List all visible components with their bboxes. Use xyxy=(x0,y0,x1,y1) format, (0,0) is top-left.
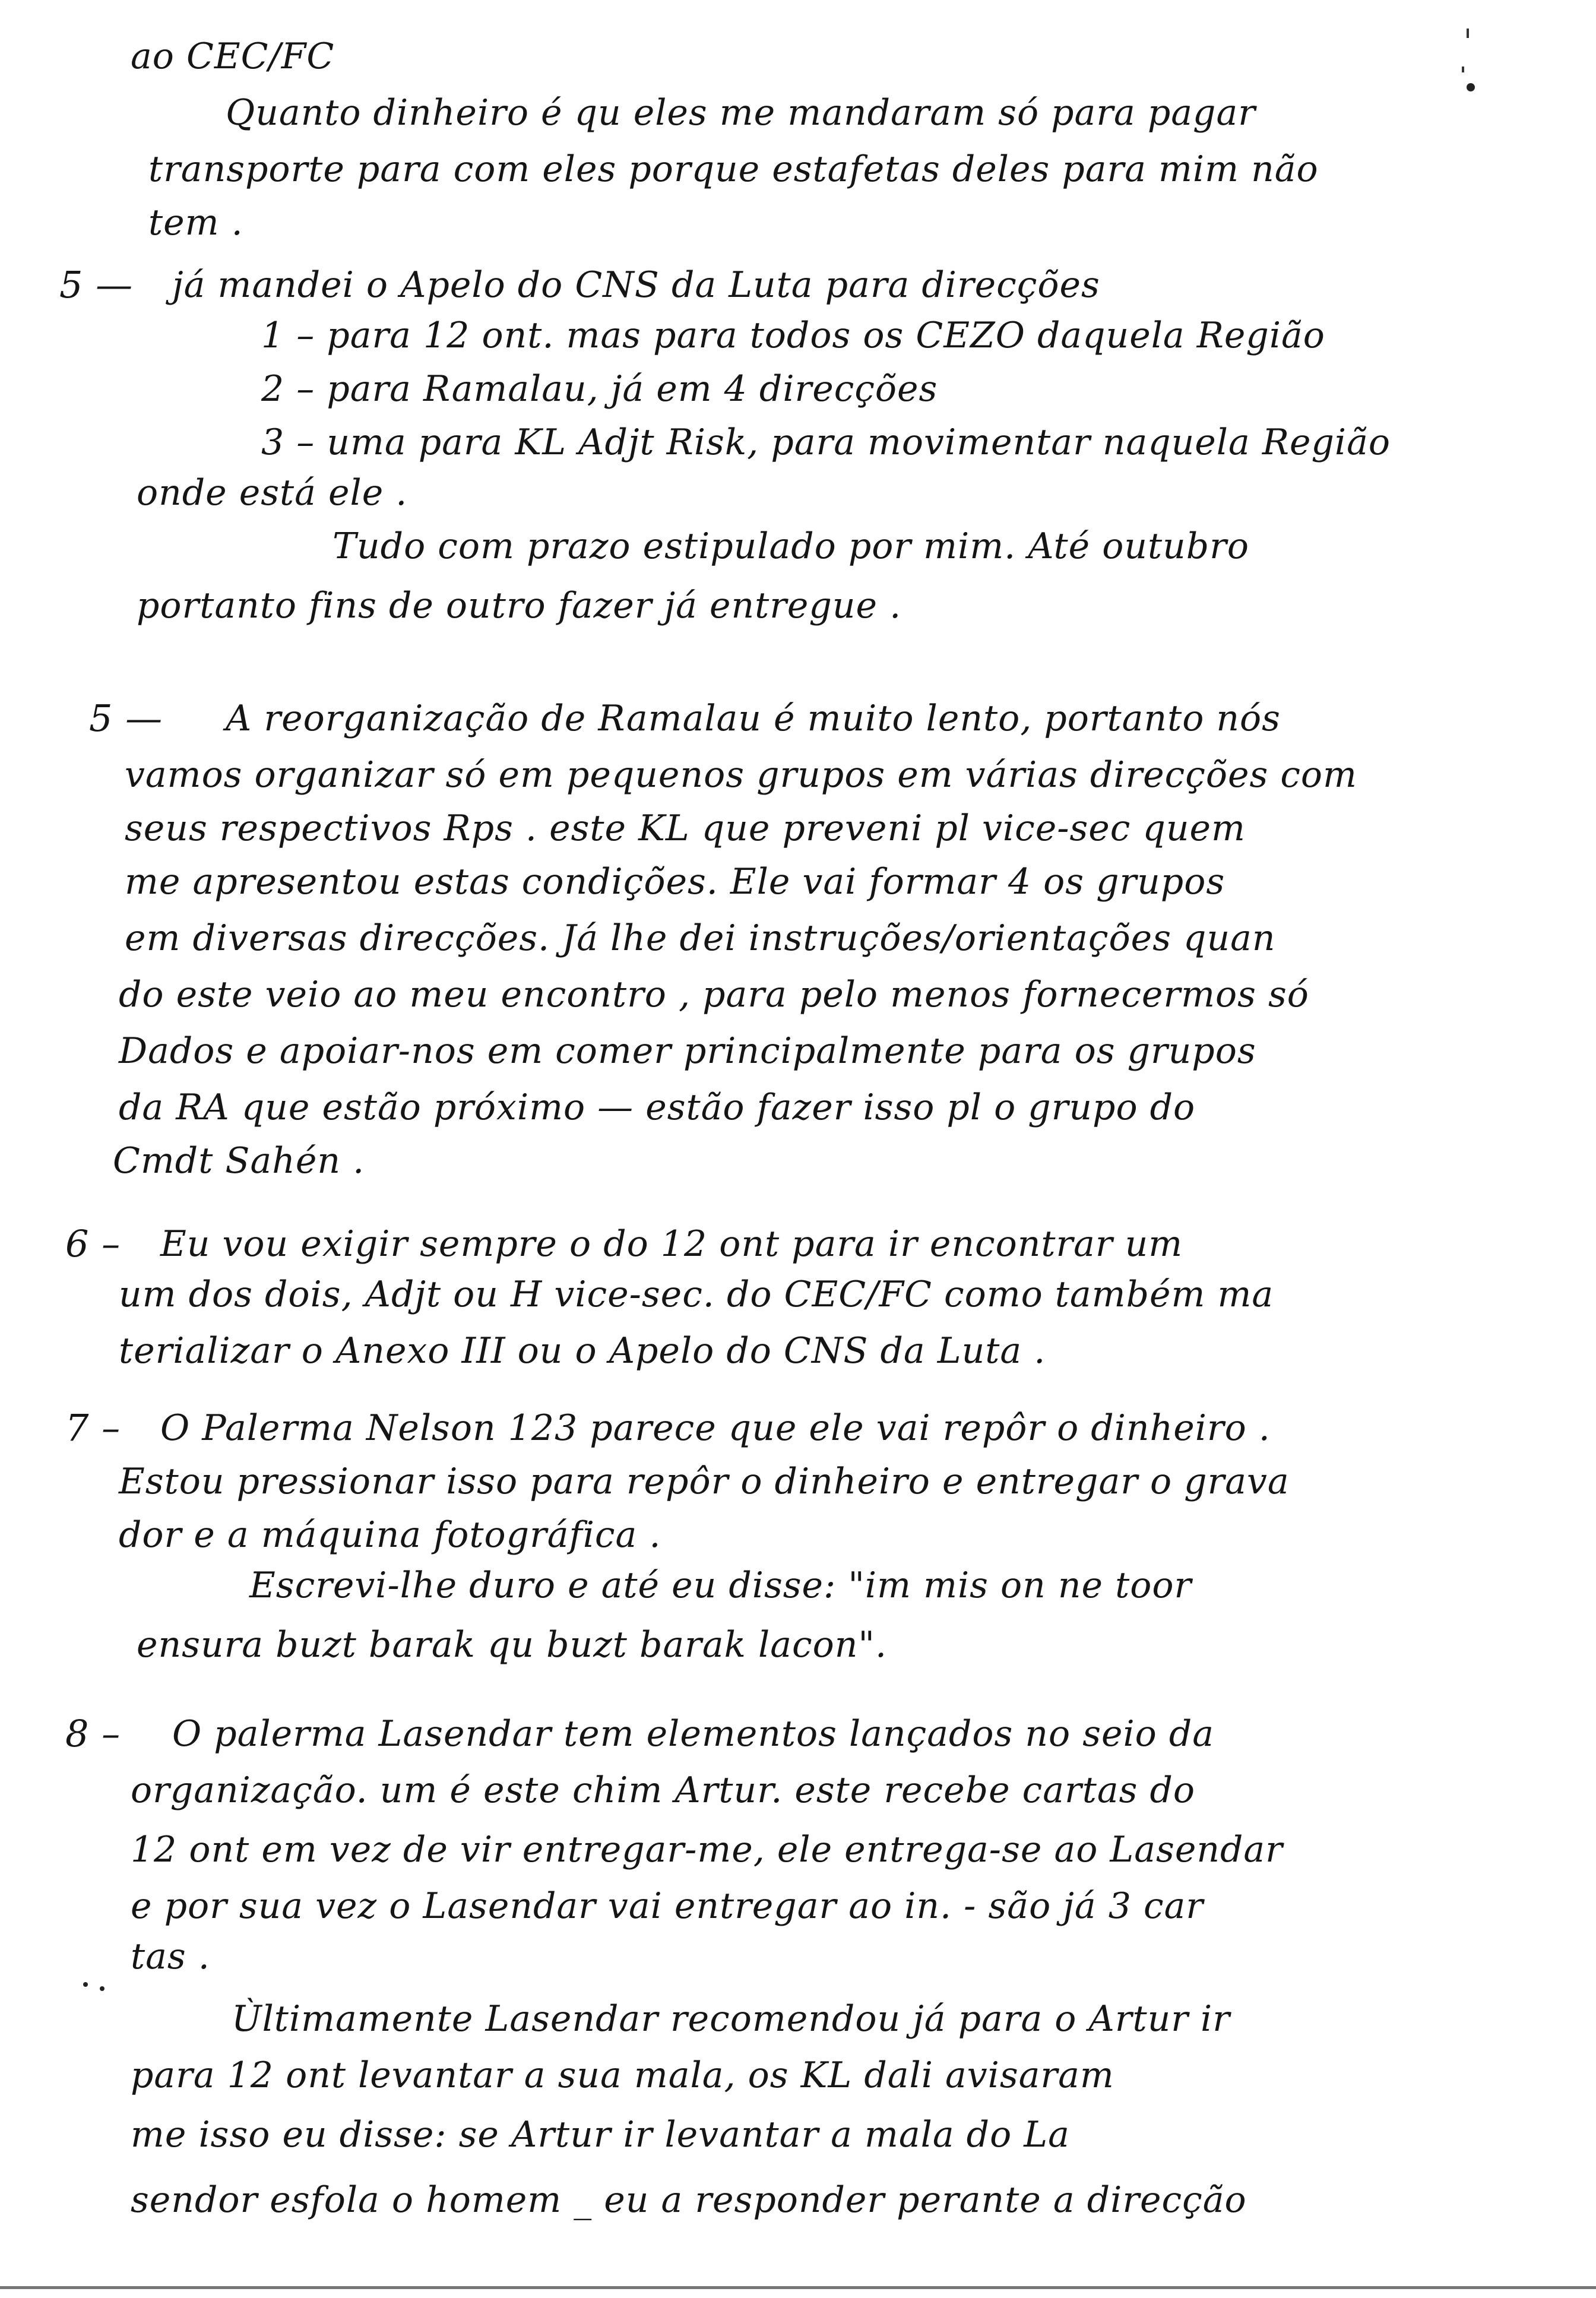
page-header: ao CEC/FC xyxy=(131,36,335,77)
item-line: seus respectivos Rps . este KL que preveni pl vice-sec quem xyxy=(125,808,1246,849)
ink-dot xyxy=(100,1986,104,1991)
item-line: em diversas direcções. Já lhe dei instruções/orientações quan xyxy=(125,917,1276,959)
item-line: Dados e apoiar-nos em comer principalmente para os grupos xyxy=(119,1030,1256,1072)
item-line: e por sua vez o Lasendar vai entregar ao in. - são já 3 car xyxy=(131,1885,1204,1927)
item-line: O Palerma Nelson 123 parece que ele vai repôr o dinheiro . xyxy=(160,1407,1271,1449)
item-number: 7 – xyxy=(65,1406,121,1449)
item-line: Tudo com prazo estipulado por mim. Até outubro xyxy=(332,526,1249,567)
item-line: Ùltimamente Lasendar recomendou já para o Artur ir xyxy=(232,1998,1230,2040)
item-line: onde está ele . xyxy=(137,472,408,514)
item-line: portanto fins de outro fazer já entregue . xyxy=(137,585,902,626)
item-number: 5 — xyxy=(89,697,163,740)
item-line: A reorganização de Ramalau é muito lento, portanto nós xyxy=(226,698,1281,739)
item-line: dor e a máquina fotográfica . xyxy=(119,1514,661,1556)
item-line: da RA que estão próximo — estão fazer isso pl o grupo do xyxy=(119,1087,1196,1128)
item-line: vamos organizar só em pequenos grupos em várias direcções com xyxy=(125,754,1357,796)
item-line: 2 – para Ramalau, já em 4 direcções xyxy=(261,368,938,410)
item-line: me isso eu disse: se Artur ir levantar a mala do La xyxy=(131,2114,1070,2155)
ink-dot xyxy=(83,1982,88,1987)
item-line: já mandei o Apelo do CNS da Luta para direcções xyxy=(172,264,1100,306)
intro-line: Quanto dinheiro é qu eles me mandaram só para pagar xyxy=(226,92,1256,134)
page-edge-shadow xyxy=(0,2286,1596,2289)
item-number: 6 – xyxy=(65,1222,121,1265)
item-line: um dos dois, Adjt ou H vice-sec. do CEC/FC como também ma xyxy=(119,1274,1274,1315)
item-line: Estou pressionar isso para repôr o dinheiro e entregar o grava xyxy=(119,1461,1290,1502)
item-line: sendor esfola o homem _ eu a responder perante a direcção xyxy=(131,2179,1247,2221)
item-line: Escrevi-lhe duro e até eu disse: "im mis on ne toor xyxy=(249,1565,1192,1606)
ink-dot xyxy=(1467,83,1475,91)
item-line: 12 ont em vez de vir entregar-me, ele entrega-se ao Lasendar xyxy=(131,1829,1283,1870)
item-line: organização. um é este chim Artur. este recebe cartas do xyxy=(131,1770,1195,1811)
item-line: tas . xyxy=(131,1936,210,1977)
item-number: 8 – xyxy=(65,1712,121,1755)
intro-line: tem . xyxy=(148,202,243,243)
item-number: 5 — xyxy=(59,263,134,306)
item-line: Cmdt Sahén . xyxy=(113,1140,365,1182)
item-line: 3 – uma para KL Adjt Risk, para movimentar naquela Região xyxy=(261,422,1391,463)
item-line: terializar o Anexo III ou o Apelo do CNS da Luta . xyxy=(119,1330,1046,1372)
item-line: ensura buzt barak qu buzt barak lacon". xyxy=(137,1624,888,1666)
item-line: O palerma Lasendar tem elementos lançados no seio da xyxy=(172,1713,1215,1755)
pen-mark xyxy=(1462,67,1464,72)
item-line: 1 – para 12 ont. mas para todos os CEZO daquela Região xyxy=(261,315,1325,356)
item-line: para 12 ont levantar a sua mala, os KL dali avisaram xyxy=(131,2055,1114,2096)
item-line: me apresentou estas condições. Ele vai formar 4 os grupos xyxy=(125,861,1226,903)
item-line: do este veio ao meu encontro , para pelo menos fornecermos só xyxy=(119,974,1309,1015)
item-line: Eu vou exigir sempre o do 12 ont para ir encontrar um xyxy=(160,1223,1183,1265)
pen-mark xyxy=(1467,29,1469,38)
intro-line: transporte para com eles porque estafetas deles para mim não xyxy=(148,148,1319,190)
